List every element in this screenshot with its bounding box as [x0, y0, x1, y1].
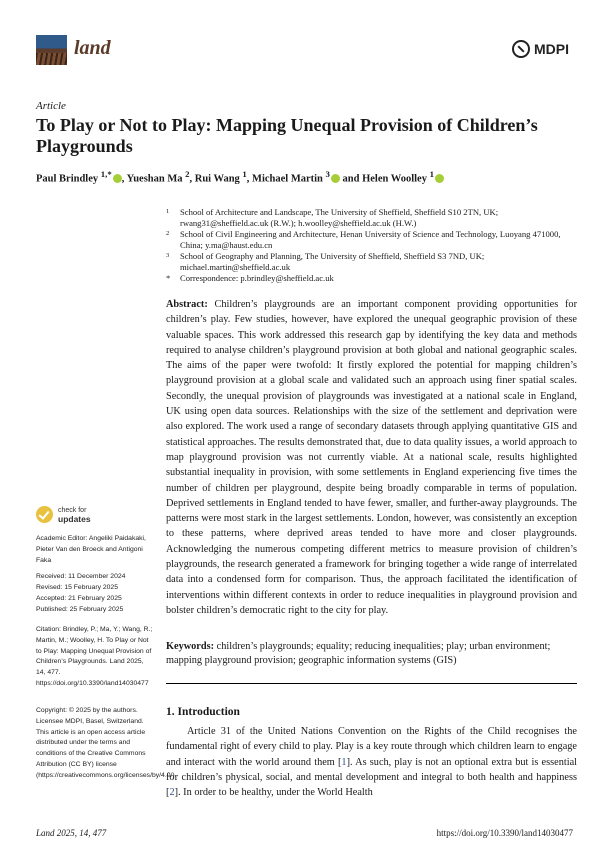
revised-date: Revised: 15 February 2025 [36, 584, 118, 591]
journal-logo-image [36, 35, 67, 65]
check-updates-text [58, 507, 91, 523]
article-type-label: Article [36, 100, 66, 112]
author-name[interactable]: Helen Woolley [362, 173, 427, 185]
affiliation-text: Correspondence: p.brindley@sheffield.ac.uk [180, 273, 334, 283]
author-name[interactable]: Rui Wang [194, 173, 240, 185]
check-updates-line2: updates [58, 513, 91, 524]
journal-name: land [74, 37, 111, 59]
affiliation-number: 3 [166, 252, 170, 259]
abstract [166, 297, 577, 618]
paper-title: To Play or Not to Play: Mapping Unequal Provision of Children’s Playgrounds [36, 115, 538, 156]
correspondence [166, 273, 576, 284]
check-updates-line1: check for [58, 506, 87, 514]
author-affil-sup: 1,* [100, 169, 112, 179]
author-affil-sup: 1 [429, 169, 434, 179]
orcid-icon[interactable] [435, 174, 444, 183]
received-date: Received: 11 December 2024 [36, 573, 126, 580]
author-affil-sup: 1 [242, 169, 247, 179]
affiliation-text: School of Civil Engineering and Architecture, Henan University of Science and Technology, Luoyang 471000, China; y.ma@haust.edu.cn [180, 229, 561, 250]
footer-doi-link[interactable]: https://doi.org/10.3390/land14030477 [436, 828, 573, 838]
academic-editor: Academic Editor: Angeliki Paidakaki, Pieter Van den Broeck and Antigoni Faka [36, 535, 146, 564]
citation-block: Citation: Brindley, P.; Ma, Y.; Wang, R.; Martin, M.; Woolley, H. To Play or Not to Play: Mapping Unequal Provision of Children’s Playgrounds. Land 2025, 14, 477. https://doi.org/10.3390/land14030477 [36, 626, 153, 687]
citation-link[interactable]: 1 [341, 756, 347, 768]
affiliation-number: 2 [166, 230, 170, 237]
keywords-text: children’s playgrounds; equality; reducing inequalities; play; urban environment; mapping playground provision; geographic information systems (GIS) [166, 641, 551, 666]
affiliation-text: School of Architecture and Landscape, The University of Sheffield, Sheffield S10 2TN, UK; rwang31@sheffield.ac.uk (R.W.); h.woolley@sheffield.ac.uk (H.W.) [180, 207, 499, 228]
citation-link[interactable]: 2 [169, 787, 175, 799]
author-affil-sup: 3 [325, 169, 330, 179]
author-affil-sup: 2 [185, 169, 190, 179]
affiliation-number: * [166, 273, 171, 283]
copyright-block: Copyright: © 2025 by the authors. Licensee MDPI, Basel, Switzerland. This article is an open access article distributed under the terms and conditions of the Creative Commons Attribution (CC BY) license (https://creativecommons.org/licenses/by/4.0/). [36, 707, 177, 779]
section-heading: 1. Introduction [166, 706, 240, 718]
abstract-label: Abstract: [166, 299, 208, 310]
author-list: Paul Brindley $^{1,*}$ , Yueshan Ma $^2$, Rui Wang $^1$, Michael Martin $^3$ and Helen Woolley $^1$ [36, 169, 444, 185]
affiliation [166, 251, 576, 273]
accepted-date: Accepted: 21 February 2025 [36, 595, 122, 602]
check-for-updates-badge[interactable] [36, 506, 91, 523]
affiliation [166, 207, 576, 229]
keywords-label: Keywords: [166, 641, 215, 652]
footer-journal-ref: Land 2025, 14, 477 [36, 828, 107, 838]
orcid-icon[interactable] [113, 174, 122, 183]
keywords [166, 640, 577, 668]
author-name[interactable]: Paul Brindley [36, 173, 99, 185]
intro-text: ]. In order to be healthy, under the World Health [174, 787, 373, 799]
affiliation [166, 229, 576, 251]
author-name[interactable]: Michael Martin [252, 173, 323, 185]
author-name[interactable]: Yueshan Ma [126, 173, 183, 185]
published-date: Published: 25 February 2025 [36, 606, 124, 613]
mdpi-logo-icon [512, 40, 530, 58]
affiliation-text: School of Geography and Planning, The University of Sheffield, Sheffield S3 7ND, UK; michael.martin@sheffield.ac.uk [180, 251, 485, 272]
intro-text: Article 31 of the United Nations Convention on the Rights of the Child recognises the fundamental right of every child to play. Play is a key route through which children learn to engage and interact with the world around them [ [166, 726, 577, 768]
publisher-name: MDPI [534, 41, 569, 57]
introduction-paragraph [166, 724, 577, 800]
affiliation-number: 1 [166, 208, 170, 215]
publisher-logo[interactable] [512, 40, 569, 58]
intro-text: ]. As such, play is not an optional extra but is essential for children’s physical, social, and mental development and integral to both health and happiness [ [166, 756, 578, 799]
check-updates-icon [36, 506, 53, 523]
orcid-icon[interactable] [331, 174, 340, 183]
abstract-text: Children’s playgrounds are an important component providing opportunities for children’s play. Few studies, however, have explored the unequal geographic provision of these valuable spaces. This work addressed this research gap by identifying the key data and methods required to analyse children’s playground provision at both global and national geographic scales. The aims of the paper were twofold: It firstly explored the potential for mapping children’s playground provision at a global scale and validated such an approach using finer spatial scales. Secondly, the unequal provision of playgrounds was investigated at a national scale in England, UK using open data sources. Relationships with the size of the settlement and deprivation were also explored. The work used a range of secondary datasets through applying quantitative GIS and statistical approaches. The results demonstrated that, due to data quality issues, a world approach to map playground provision was not currently viable. At a national scale, results highlighted substantial inequality in provision, with some settlements in England experiencing five times the number of children per playground, despite being broadly comparable in terms of population. Deprived settlements in England tended to have fewer, smaller, and further-away playgrounds. The patterns were most stark in the largest settlements. London, however, was consistently an exception to these patterns, where deprived areas tended to have more and closer playgrounds. Acknowledging the numerous competing different metrics to measure provision of children’s playgrounds, the research generated a framework for bringing together a wide range of interrelated data into a condensed form for comparison. Thus, the approach facilitated the identification of interventions within different contexts in order to reduce inequalities in playground provision and bolster children’s democratic right to the city for play. [166, 299, 577, 616]
section-divider [166, 683, 577, 684]
